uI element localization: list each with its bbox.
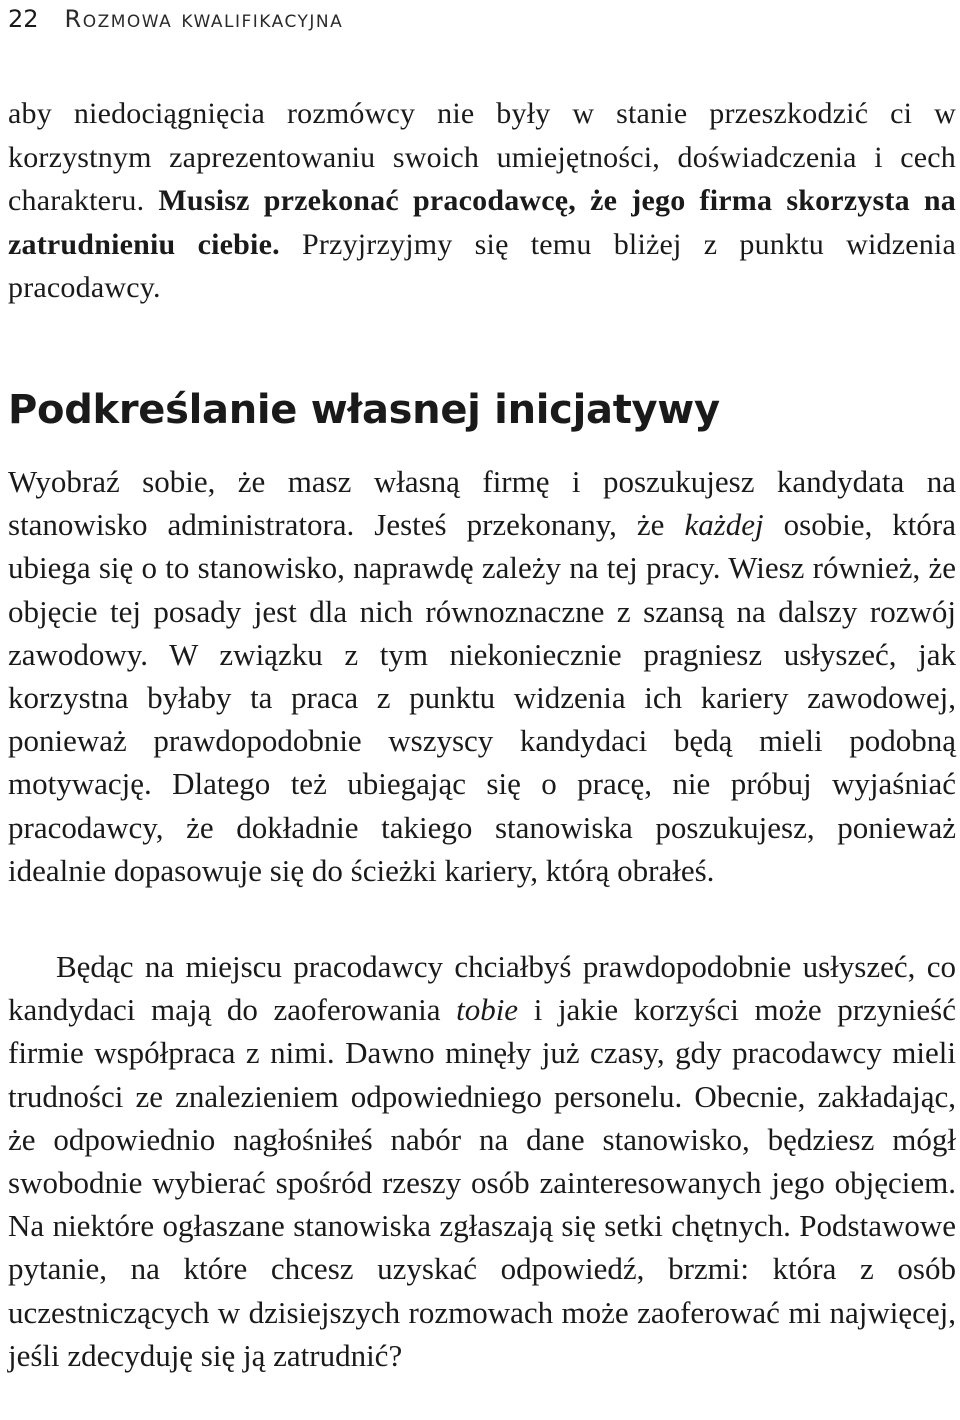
paragraph-2-italic: tobie [456,992,519,1028]
running-title: Rozmowa kwalifikacyjna [64,5,344,33]
paragraph-1-text-end: osobie, która ubiega się o to stanowisko, naprawdę zależy na tej pracy. Wiesz również, że objęcie tej posady jest dla nich równoznaczne z szansą na dalszy rozwój zawodowy. W związku z tym niekoniecznie pragniesz usłyszeć, jak korzystna byłaby ta praca z punktu widzenia ich kariery zawodowej, ponieważ prawdopodobnie wszyscy kandydaci będą mieli podobną motywację. Dlatego też ubiegając się o pracę, nie próbuj wyjaśniać pracodawcy, że dokładnie takiego stanowiska poszukujesz, ponieważ idealnie dopasowuje się do ścieżki kariery, którą obrałeś. [8,507,956,888]
paragraph-1-italic: każdej [684,507,764,543]
running-head [8,2,343,36]
book-page [8,0,956,1420]
intro-bold-text: Musisz przekonać pracodawcę, że jego firma skorzysta na zatrudnieniu ciebie. [8,184,956,261]
page-number: 22 [8,5,39,33]
paragraph-2-text-end: i jakie korzyści może przynieść firmie współpraca z nimi. Dawno minęły już czasy, gdy pracodawcy mieli trudności ze znalezieniem odpowiedniego personelu. Obecnie, zakładając, że odpowiednio nagłośniłeś nabór na dane stanowisko, będziesz mógł swobodnie wybierać spośród rzeszy osób zainteresowanych jego objęciem. Na niektóre ogłaszane stanowiska zgłaszają się setki chętnych. Podstawowe pytanie, na które chcesz uzyskać odpowiedź, brzmi: która z osób uczestniczących w dzisiejszych rozmowach może zaoferować mi najwięcej, jeśli zdecyduję się ją zatrudnić? [8,992,956,1373]
section-heading: Podkreślanie własnej inicjatywy [8,387,720,433]
intro-text-start: aby niedociągnięcia rozmówcy nie były w stanie przeszkodzić ci w korzystnym zaprezentowaniu swoich umiejętności, doświadczenia i cech charakteru. [8,97,956,217]
body-paragraph-1 [8,460,956,892]
paragraph-2-text-start: Będąc na miejscu pracodawcy chciałbyś prawdopodobnie usłyszeć, co kandydaci mają do zaoferowania [8,949,956,1028]
paragraph-1-text-start: Wyobraź sobie, że masz własną firmę i poszukujesz kandydata na stanowisko administratora. Jesteś przekonany, że [8,464,956,543]
intro-text-end: Przyjrzyjmy się temu bliżej z punktu widzenia pracodawcy. [8,227,956,304]
body-paragraph-2 [8,945,956,1377]
intro-paragraph [8,92,956,310]
